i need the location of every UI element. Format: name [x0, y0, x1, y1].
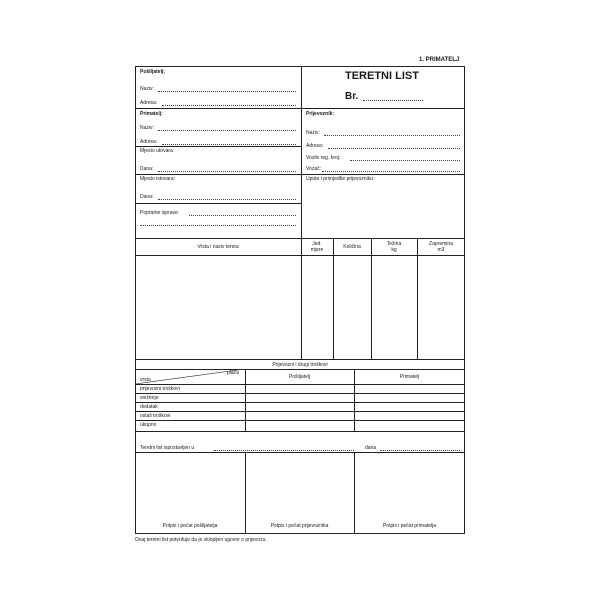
- carrier-heading: Prijevoznik:: [306, 111, 335, 117]
- footer-note: Ovaj teretni list potvrđuje da je sklopljen ugovor o prijevozu.: [135, 537, 267, 543]
- sender-heading: Pošiljatelj:: [140, 69, 166, 75]
- cost-row-label: sniženje: [140, 395, 159, 401]
- carrier-name-label: Naziv:: [306, 130, 320, 136]
- issued-label: Teretni list ispostavljen u: [140, 445, 195, 451]
- cost-row-label: ukupno: [140, 422, 157, 428]
- goods-header-volume: Zapremina: [429, 241, 453, 247]
- number-label: Br.: [345, 91, 359, 102]
- unloading-place-label: Mjesto istovara:: [140, 176, 176, 182]
- loading-place-label: Mjesto utovara:: [140, 148, 175, 154]
- goods-header-volume-sub: m3: [437, 247, 445, 253]
- goods-header-weight: Težina: [386, 241, 402, 247]
- vehicle-reg-label: Vozilo reg. broj:: [306, 155, 341, 161]
- cost-row-label: dodatak: [140, 404, 158, 410]
- costs-diag-top: plaća: [227, 370, 239, 376]
- sender-name-label: Naziv:: [140, 86, 154, 92]
- form-frame: [135, 66, 465, 534]
- goods-header-weight-sub: kg: [391, 247, 397, 253]
- recipient-address-label: Adresa:: [140, 139, 158, 145]
- signature-carrier: Potpis i pečat prijevoznika: [270, 523, 329, 529]
- goods-header-desc: Vrsta i naziv tereta: [197, 244, 239, 250]
- cost-row-label: ostali troškovi: [140, 413, 171, 419]
- recipient-name-label: Naziv:: [140, 125, 154, 131]
- signature-recipient: Potpis i pečat primatelja: [382, 523, 437, 529]
- goods-header-unit: Jed.: [312, 241, 322, 247]
- copy-label: 1. PRIMATELJ: [419, 57, 460, 63]
- form-title: TERETNI LIST: [345, 70, 419, 82]
- loading-date-label: Dana:: [140, 166, 154, 172]
- recipient-heading: Primatelj:: [140, 111, 163, 117]
- carrier-address-label: Adresa:: [306, 143, 324, 149]
- signature-sender: Potpis i pečat pošiljatelja: [162, 523, 218, 529]
- issued-date-label: dana: [365, 445, 377, 451]
- costs-col-recipient: Primatelj: [399, 374, 420, 380]
- driver-label: Vozač:: [306, 166, 322, 172]
- goods-header-qty: Količina: [343, 244, 361, 250]
- unloading-date-label: Dana:: [140, 194, 154, 200]
- costs-heading: Prijevozni i drugi troškovi: [272, 362, 328, 368]
- cost-row-label: prijevozni troškovi: [140, 386, 180, 392]
- sender-address-label: Adresa:: [140, 100, 158, 106]
- accompanying-docs-label: Popratne isprave:: [140, 210, 180, 216]
- costs-diag-bottom: vrsta: [140, 377, 151, 383]
- goods-header-unit-sub: mjere: [310, 247, 324, 253]
- costs-col-sender: Pošiljatelj: [288, 374, 311, 380]
- instructions-label: Upute i primjedbe prijevozniku:: [306, 176, 375, 182]
